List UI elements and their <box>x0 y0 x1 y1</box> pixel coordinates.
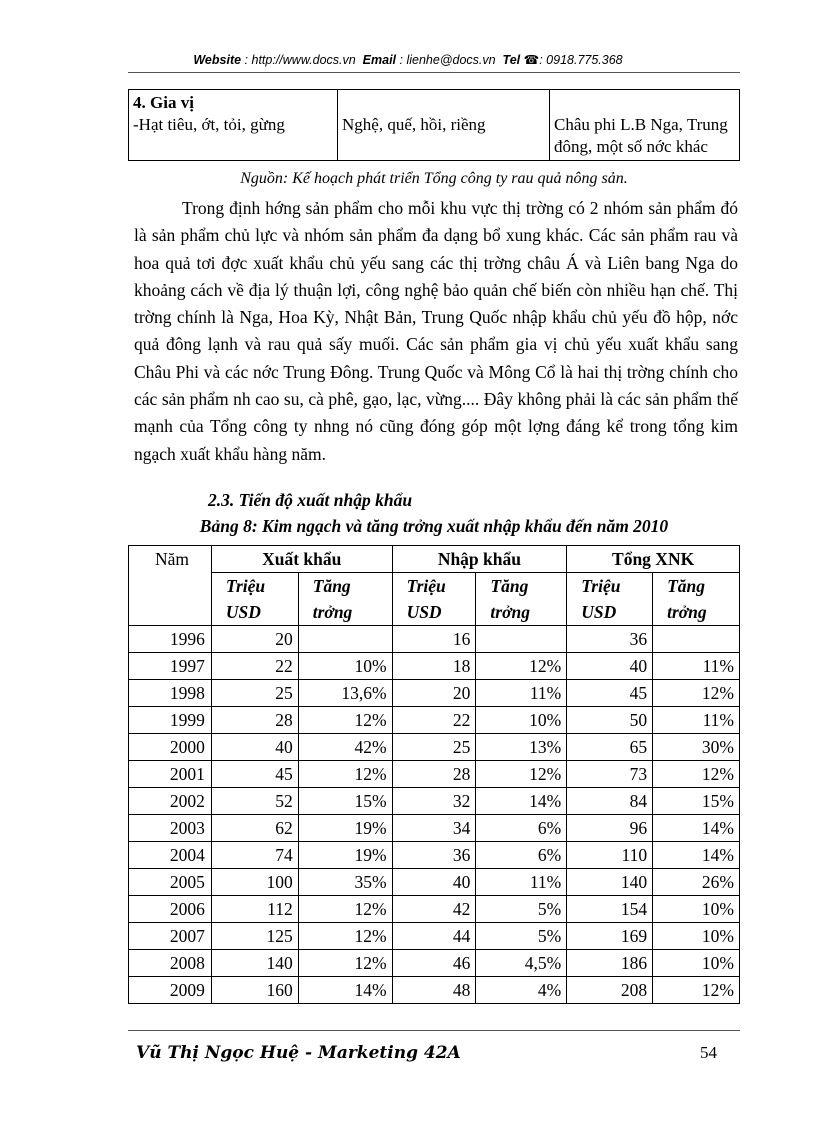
source-note: Nguồn: Kế hoạch phát triển Tổng công ty rau quả nông sản. <box>240 170 628 187</box>
markets-cell: Châu phi L.B Nga, Trung đông, một số nớc khác <box>550 90 740 161</box>
tel-value: : 0918.775.368 <box>539 53 623 67</box>
value-cell: 32 <box>392 788 476 815</box>
value-cell: 110 <box>567 842 653 869</box>
table-row <box>129 680 740 707</box>
value-cell: 74 <box>211 842 298 869</box>
value-cell: 140 <box>567 869 653 896</box>
year-cell: 2009 <box>129 977 212 1004</box>
table-row <box>129 896 740 923</box>
value-cell: 40 <box>392 869 476 896</box>
value-cell: 11% <box>653 707 740 734</box>
value-cell: 169 <box>567 923 653 950</box>
value-cell: 62 <box>211 815 298 842</box>
value-cell: 125 <box>211 923 298 950</box>
website-label: Website <box>193 53 242 67</box>
value-cell: 46 <box>392 950 476 977</box>
value-cell: 42 <box>392 896 476 923</box>
value-cell: 42% <box>298 734 392 761</box>
value-cell: 12% <box>476 653 567 680</box>
value-cell: 25 <box>392 734 476 761</box>
value-cell: 12% <box>298 923 392 950</box>
email-link[interactable]: : lienhe@docs.vn <box>399 53 496 67</box>
value-cell: 40 <box>567 653 653 680</box>
table-row <box>129 788 740 815</box>
value-cell: 186 <box>567 950 653 977</box>
total-header: Tổng XNK <box>567 546 740 573</box>
value-cell: 100 <box>211 869 298 896</box>
table-row <box>129 626 740 653</box>
value-cell: 18 <box>392 653 476 680</box>
value-cell: 140 <box>211 950 298 977</box>
year-cell: 1998 <box>129 680 212 707</box>
value-cell: 14% <box>298 977 392 1004</box>
value-cell: 16 <box>392 626 476 653</box>
value-cell: 12% <box>653 761 740 788</box>
value-cell: 35% <box>298 869 392 896</box>
export-value-header: Triệu USD <box>211 573 298 626</box>
year-cell: 2006 <box>129 896 212 923</box>
value-cell <box>653 626 740 653</box>
value-cell: 10% <box>653 896 740 923</box>
year-cell: 2003 <box>129 815 212 842</box>
year-cell: 2008 <box>129 950 212 977</box>
table-caption: Bảng 8: Kim ngạch và tăng trởng xuất nhập khẩu đến năm 2010 <box>199 516 669 536</box>
value-cell: 34 <box>392 815 476 842</box>
spice-table <box>128 89 740 161</box>
value-cell: 28 <box>211 707 298 734</box>
body-paragraph: Trong định hớng sản phẩm cho mỗi khu vực thị trờng có 2 nhóm sản phẩm đó là sản phẩm chủ lực và nhóm sản phẩm đa dạng bổ xung khác. Các sản phẩm rau và hoa quả tơi đợc xuất khẩu chủ yếu sang các thị trờng châu Á và Liên bang Nga do khoảng cách về địa lý thuận lợi, công nghệ bảo quản chế biến còn nhiều hạn chế. Thị trờng chính là Nga, Hoa Kỳ, Nhật Bản, Trung Quốc nhập khẩu chủ yếu đồ hộp, nớc quả đông lạnh và rau quả sấy muối. Các sản phẩm gia vị chủ yếu xuất khẩu sang Châu Phi và các nớc Trung Đông. Trung Quốc và Mông Cổ là hai thị trờng chính cho các sản phẩm nh cao su, cà phê, gạo, lạc, vừng.... Đây không phải là các sản phẩm thế mạnh của Tổng công ty nhng nó cũng đóng góp một lợng đáng kể trong tổng kim ngạch xuất khẩu hàng năm. <box>134 198 738 464</box>
value-cell: 112 <box>211 896 298 923</box>
value-cell: 44 <box>392 923 476 950</box>
total-value-header: Triệu USD <box>567 573 653 626</box>
table-row <box>129 977 740 1004</box>
value-cell: 52 <box>211 788 298 815</box>
value-cell: 25 <box>211 680 298 707</box>
value-cell: 73 <box>567 761 653 788</box>
value-cell <box>298 626 392 653</box>
trade-table <box>128 545 740 1004</box>
value-cell: 6% <box>476 842 567 869</box>
value-cell: 5% <box>476 923 567 950</box>
year-cell: 2005 <box>129 869 212 896</box>
year-cell: 2002 <box>129 788 212 815</box>
value-cell: 10% <box>476 707 567 734</box>
value-cell: 11% <box>476 869 567 896</box>
value-cell: 14% <box>476 788 567 815</box>
section-heading: 2.3. Tiến độ xuất nhập khẩu <box>208 490 413 510</box>
value-cell: 6% <box>476 815 567 842</box>
value-cell: 45 <box>567 680 653 707</box>
table-row <box>129 734 740 761</box>
value-cell: 10% <box>653 950 740 977</box>
value-cell: 12% <box>653 680 740 707</box>
value-cell: 12% <box>476 761 567 788</box>
year-cell: 2004 <box>129 842 212 869</box>
value-cell: 50 <box>567 707 653 734</box>
table-row <box>129 707 740 734</box>
value-cell: 15% <box>653 788 740 815</box>
email-label: Email <box>362 53 397 67</box>
page-number: 54 <box>700 1043 717 1062</box>
table-row <box>129 923 740 950</box>
value-cell: 30% <box>653 734 740 761</box>
value-cell: 26% <box>653 869 740 896</box>
tel-label: Tel <box>502 53 521 67</box>
value-cell: 20 <box>392 680 476 707</box>
website-link[interactable]: : http://www.docs.vn <box>244 53 356 67</box>
import-header: Nhập khẩu <box>392 546 567 573</box>
footer-author: Vũ Thị Ngọc Huệ - Marketing 42A <box>136 1043 461 1063</box>
value-cell: 65 <box>567 734 653 761</box>
value-cell: 96 <box>567 815 653 842</box>
value-cell: 160 <box>211 977 298 1004</box>
value-cell: 14% <box>653 842 740 869</box>
value-cell: 4% <box>476 977 567 1004</box>
footer-divider <box>128 1030 740 1031</box>
year-header: Năm <box>129 546 212 626</box>
year-cell: 1997 <box>129 653 212 680</box>
value-cell: 13% <box>476 734 567 761</box>
year-cell: 2007 <box>129 923 212 950</box>
import-growth-header: Tăng trởng <box>476 573 567 626</box>
value-cell: 15% <box>298 788 392 815</box>
category-cell <box>129 90 338 161</box>
value-cell: 10% <box>653 923 740 950</box>
table-row <box>129 653 740 680</box>
export-growth-header: Tăng trởng <box>298 573 392 626</box>
phone-icon: ☎ <box>523 53 540 67</box>
year-cell: 1999 <box>129 707 212 734</box>
value-cell: 10% <box>298 653 392 680</box>
value-cell: 48 <box>392 977 476 1004</box>
table-row <box>129 950 740 977</box>
value-cell: 22 <box>392 707 476 734</box>
value-cell: 12% <box>653 977 740 1004</box>
year-cell: 2000 <box>129 734 212 761</box>
value-cell: 11% <box>653 653 740 680</box>
value-cell: 154 <box>567 896 653 923</box>
value-cell: 45 <box>211 761 298 788</box>
value-cell: 40 <box>211 734 298 761</box>
value-cell: 11% <box>476 680 567 707</box>
page-header <box>0 52 816 67</box>
value-cell: 36 <box>392 842 476 869</box>
value-cell: 208 <box>567 977 653 1004</box>
import-value-header: Triệu USD <box>392 573 476 626</box>
value-cell: 12% <box>298 761 392 788</box>
value-cell: 5% <box>476 896 567 923</box>
value-cell: 14% <box>653 815 740 842</box>
value-cell: 28 <box>392 761 476 788</box>
value-cell <box>476 626 567 653</box>
table-row <box>129 815 740 842</box>
year-cell: 1996 <box>129 626 212 653</box>
value-cell: 84 <box>567 788 653 815</box>
year-cell: 2001 <box>129 761 212 788</box>
table-body <box>129 626 740 1004</box>
table-row <box>129 869 740 896</box>
value-cell: 12% <box>298 707 392 734</box>
value-cell: 4,5% <box>476 950 567 977</box>
table-row <box>129 842 740 869</box>
value-cell: 22 <box>211 653 298 680</box>
value-cell: 19% <box>298 842 392 869</box>
value-cell: 36 <box>567 626 653 653</box>
value-cell: 12% <box>298 896 392 923</box>
category-title: 4. Gia vị <box>133 93 194 112</box>
total-growth-header: Tăng trởng <box>653 573 740 626</box>
products-cell: Nghệ, quế, hồi, riềng <box>338 90 550 161</box>
category-items: -Hạt tiêu, ớt, tỏi, gừng <box>133 115 285 134</box>
table-row <box>129 761 740 788</box>
header-divider <box>128 72 740 73</box>
value-cell: 19% <box>298 815 392 842</box>
value-cell: 20 <box>211 626 298 653</box>
value-cell: 13,6% <box>298 680 392 707</box>
value-cell: 12% <box>298 950 392 977</box>
export-header: Xuất khẩu <box>211 546 392 573</box>
